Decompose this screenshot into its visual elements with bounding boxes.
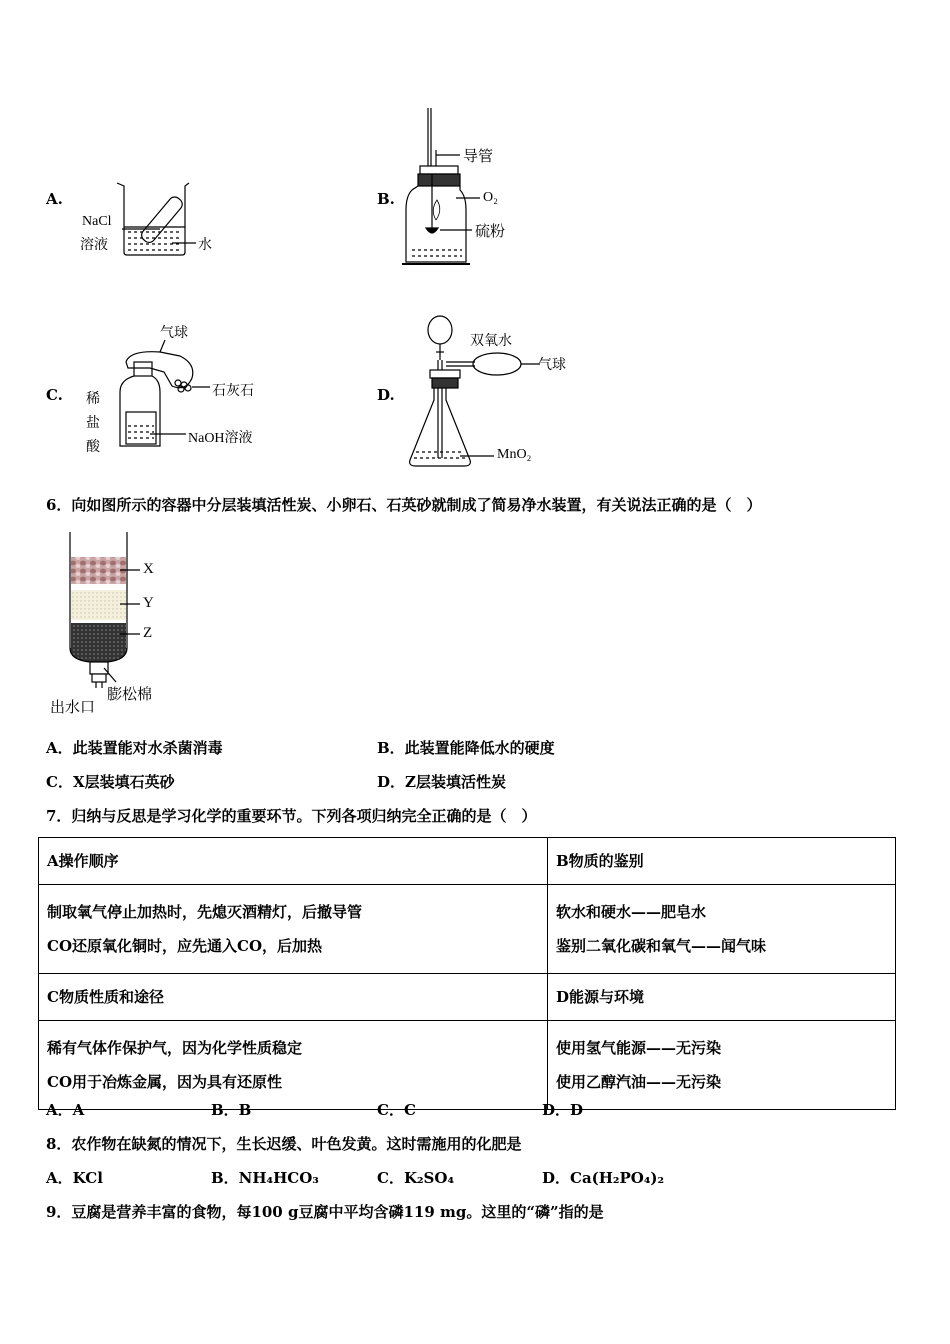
q7-cell-c-head: C物质性质和途径	[39, 974, 548, 1021]
q5-c-label-naoh: NaOH溶液	[188, 431, 253, 446]
q7-cell-b-head: B物质的鉴别	[548, 838, 896, 885]
q6-label-z: Z	[143, 625, 153, 641]
q7-cell-c-line-1: 稀有气体作保护气，因为化学性质稳定	[47, 1039, 303, 1057]
q6-label-x: X	[143, 561, 154, 577]
q5-b-label-o2: O₂	[483, 190, 498, 205]
q5-c-label-balloon: 气球	[160, 325, 188, 341]
q7-cell-d-head: D能源与环境	[548, 974, 896, 1021]
q6-label-y: Y	[143, 595, 154, 611]
q7-option-a[interactable]: A．A	[46, 1101, 85, 1119]
q7-cell-d-line-2: 使用乙醇汽油——无污染	[556, 1073, 722, 1091]
q7-cell-d-line-1: 使用氢气能源——无污染	[556, 1039, 722, 1057]
q5-c-label-acid-2: 盐	[86, 415, 100, 431]
q7-cell-a-head: A操作顺序	[39, 838, 548, 885]
q5-a-label-nacl: NaCl	[82, 214, 112, 229]
q6-label-outlet: 出水口	[50, 698, 96, 716]
q7-cell-a-line-2: CO还原氧化铜时，应先通入CO，后加热	[47, 937, 323, 955]
q7-table	[38, 837, 896, 1110]
q8-option-b[interactable]: B．NH₄HCO₃	[211, 1169, 319, 1187]
q8-stem: 8．农作物在缺氮的情况下，生长迟缓、叶色发黄。这时需施用的化肥是	[46, 1135, 522, 1153]
q7-cell-b-line-2: 鉴别二氧化碳和氧气——闻气味	[556, 937, 767, 955]
q7-cell-b-line-1: 软水和硬水——肥皂水	[556, 903, 707, 921]
q5-option-b-letter[interactable]: B.	[377, 190, 395, 208]
q5-c-label-acid-3: 酸	[86, 439, 100, 455]
q5-d-label-mno2: MnO₂	[497, 447, 532, 462]
q7-stem: 7．归纳与反思是学习化学的重要环节。下列各项归纳完全正确的是（ ）	[46, 807, 537, 825]
q6-stem: 6．向如图所示的容器中分层装填活性炭、小卵石、石英砂就制成了简易净水装置，有关说法正确的是（ ）	[46, 496, 762, 514]
q9-stem: 9．豆腐是营养丰富的食物，每100 g豆腐中平均含磷119 mg。这里的“磷”指的是	[46, 1203, 604, 1221]
q5-a-label-solution: 溶液	[80, 237, 108, 253]
q5-d-label-h2o2: 双氧水	[470, 333, 512, 349]
q7-cell-c-body	[39, 1021, 548, 1110]
q5-c-label-acid-1: 稀	[86, 391, 100, 407]
q8-option-d[interactable]: D．Ca(H₂PO₄)₂	[542, 1169, 665, 1187]
q5-d-label-balloon: 气球	[538, 357, 566, 373]
q6-option-a[interactable]: A．此装置能对水杀菌消毒	[46, 739, 223, 757]
q6-option-c[interactable]: C．X层装填石英砂	[46, 773, 175, 791]
q6-label-cotton: 膨松棉	[107, 685, 153, 703]
q5-b-label-sulfur: 硫粉	[475, 222, 506, 240]
q8-option-a[interactable]: A．KCl	[46, 1169, 103, 1187]
q6-option-d[interactable]: D．Z层装填活性炭	[377, 773, 506, 791]
q7-option-d[interactable]: D．D	[542, 1101, 584, 1119]
q5-c-label-limestone: 石灰石	[212, 383, 254, 399]
q6-option-b[interactable]: B．此装置能降低水的硬度	[377, 739, 555, 757]
q7-cell-a-body	[39, 885, 548, 974]
q7-cell-d-body	[548, 1021, 896, 1110]
q5-a-label-water: 水	[198, 237, 212, 253]
q7-cell-b-body	[548, 885, 896, 974]
q7-option-c[interactable]: C．C	[377, 1101, 416, 1119]
q5-b-label-tube: 导管	[463, 147, 494, 165]
q8-option-c[interactable]: C．K₂SO₄	[377, 1169, 455, 1187]
q7-option-b[interactable]: B．B	[211, 1101, 252, 1119]
q5-option-d-letter[interactable]: D.	[377, 386, 395, 404]
q5-option-c-letter[interactable]: C.	[46, 386, 63, 404]
q7-cell-a-line-1: 制取氧气停止加热时，先熄灭酒精灯，后撤导管	[47, 903, 363, 921]
q5-option-a-letter[interactable]: A.	[46, 190, 63, 208]
q7-cell-c-line-2: CO用于冶炼金属，因为具有还原性	[47, 1073, 283, 1091]
